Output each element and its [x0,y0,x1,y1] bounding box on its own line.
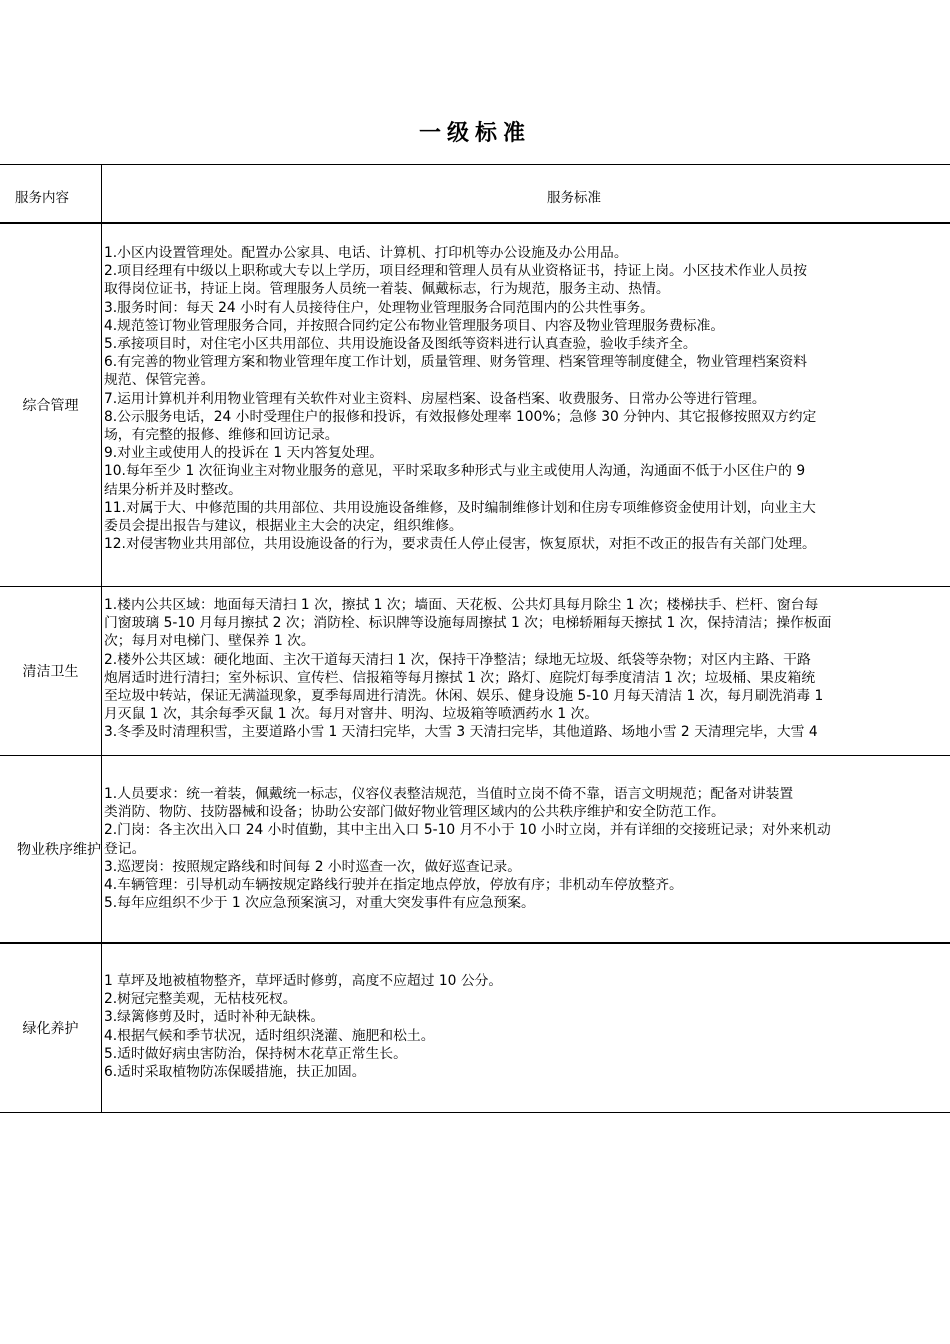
standard-line: 类消防、物防、技防器械和设备；协助公安部门做好物业管理区域内的公共秩序维护和安全防范工作。 [104,804,725,821]
standards-cleaning [104,596,950,742]
standard-line: 委员会提出报告与建议，根据业主大会的决定，组织维修。 [104,518,463,535]
standards-greening [104,972,950,1081]
standard-line: 3.绿篱修剪及时，适时补种无缺株。 [104,1009,325,1026]
standard-line: 次；每月对电梯门、壁保养 1 次。 [104,633,315,650]
table-bottom-border [0,1112,950,1113]
category-cleaning: 清洁卫生 [22,664,79,680]
category-greening: 绿化养护 [22,1020,79,1037]
page-title: 一级标准 [418,120,531,146]
standard-line: 5.每年应组织不少于 1 次应急预案演习，对重大突发事件有应急预案。 [104,895,535,912]
standard-line: 登记。 [104,840,146,857]
standard-line: 规范、保管完善。 [104,372,215,389]
standard-line: 4.车辆管理：引导机动车辆按规定路线行驶并在指定地点停放，停放有序；非机动车停放整齐。 [104,877,683,894]
standard-line: 8.公示服务电话，24 小时受理住户的报修和投诉，有效报修处理率 100%；急修 30 分钟内、其它报修按照双方约定 [104,408,817,425]
standard-line: 至垃圾中转站，保证无满溢现象，夏季每周进行清洗。休闲、娱乐、健身设施 5-10 月每天清洁 1 次，每月刷洗消毒 1 [104,688,824,705]
standard-line: 12.对侵害物业共用部位，共用设施设备的行为，要求责任人停止侵害，恢复原状，对拒不改正的报告有关部门处理。 [104,536,816,553]
header-service-standard: 服务标准 [547,190,601,206]
standard-line: 1.人员要求：统一着装，佩戴统一标志，仪容仪表整洁规范，当值时立岗不倚不靠，语言文明规范；配备对讲装置 [104,786,794,802]
standard-line: 5.适时做好病虫害防治，保持树木花草正常生长。 [104,1045,407,1062]
standard-line: 场，有完整的报修、维修和回访记录。 [104,427,339,444]
row-divider [0,586,950,587]
standard-line: 5.承接项目时，对住宅小区共用部位、共用设施设备及图纸等资料进行认真查验，验收手续齐全。 [104,336,697,353]
standard-line: 2.项目经理有中级以上职称或大专以上学历，项目经理和管理人员有从业资格证书，持证上岗。小区技术作业人员按 [104,263,808,280]
standard-line: 月灭鼠 1 次，其余每季灭鼠 1 次。每月对窨井、明沟、垃圾箱等喷洒药水 1 次。 [104,706,599,723]
standard-line: 2.门岗：各主次出入口 24 小时值勤，其中主出入口 5-10 月不小于 10 小时立岗，并有详细的交接班记录；对外来机动 [104,822,831,839]
standards-general-management [104,244,950,553]
standard-line: 1.小区内设置管理处。配置办公家具、电话、计算机、打印机等办公设施及办公用品。 [104,245,628,261]
standard-line: 10.每年至少 1 次征询业主对物业服务的意见，平时采取多种形式与业主或使用人沟通，沟通面不低于小区住户的 9 [104,463,806,480]
standard-line: 1 草坪及地被植物整齐，草坪适时修剪，高度不应超过 10 公分。 [104,973,503,989]
row-divider [0,942,950,944]
standard-line: 4.规范签订物业管理服务合同，并按照合同约定公布物业管理服务项目、内容及物业管理服务费标准。 [104,317,725,334]
table-top-border [0,164,950,165]
standard-line: 3.服务时间：每天 24 小时有人员接待住户，处理物业管理服务合同范围内的公共性事务。 [104,299,654,316]
standard-line: 1.楼内公共区域：地面每天清扫 1 次，擦拭 1 次；墙面、天花板、公共灯具每月除尘 1 次；楼梯扶手、栏杆、窗台每 [104,597,819,613]
standard-line: 炮屑适时进行清扫；室外标识、宣传栏、信报箱等每月擦拭 1 次；路灯、庭院灯每季度清洁 1 次；垃圾桶、果皮箱统 [104,669,816,686]
standard-line: 3.冬季及时清理积雪，主要道路小雪 1 天清扫完毕，大雪 3 天清扫完毕，其他道路、场地小雪 2 天清理完毕，大雪 4 [104,724,818,741]
category-order-maintenance: 物业秩序维护 [17,842,101,858]
standard-line: 4.根据气候和季节状况，适时组织浇灌、施肥和松土。 [104,1027,435,1044]
standards-order-maintenance [104,785,950,912]
column-divider [101,164,102,1113]
standard-line: 7.运用计算机并利用物业管理有关软件对业主资料、房屋档案、设备档案、收费服务、日常办公等进行管理。 [104,390,766,407]
standard-line: 结果分析并及时整改。 [104,481,242,498]
standard-line: 9.对业主或使用人的投诉在 1 天内答复处理。 [104,445,384,462]
standard-line: 6.有完善的物业管理方案和物业管理年度工作计划，质量管理、财务管理、档案管理等制度健全，物业管理档案资料 [104,354,808,371]
header-service-content: 服务内容 [15,190,69,206]
standard-line: 6.适时采取植物防冻保暖措施，扶正加固。 [104,1064,366,1081]
row-divider [0,755,950,756]
standard-line: 2.楼外公共区域：硬化地面、主次干道每天清扫 1 次，保持干净整洁；绿地无垃圾、纸袋等杂物；对区内主路、干路 [104,651,811,668]
standard-line: 2.树冠完整美观，无枯枝死杈。 [104,991,297,1008]
standard-line: 3.巡逻岗：按照规定路线和时间每 2 小时巡查一次，做好巡查记录。 [104,858,522,875]
standard-line: 取得岗位证书，持证上岗。管理服务人员统一着装、佩戴标志，行为规范，服务主动、热情。 [104,281,670,298]
header-bottom-border [0,222,950,224]
standard-line: 11.对属于大、中修范围的共用部位、共用设施设备维修，及时编制维修计划和住房专项维修资金使用计划，向业主大 [104,499,816,516]
standard-line: 门窗玻璃 5-10 月每月擦拭 2 次；消防栓、标识牌等设施每周擦拭 1 次；电梯轿厢每天擦拭 1 次，保持清洁；操作板面 [104,615,832,632]
category-general-management: 综合管理 [22,397,79,414]
